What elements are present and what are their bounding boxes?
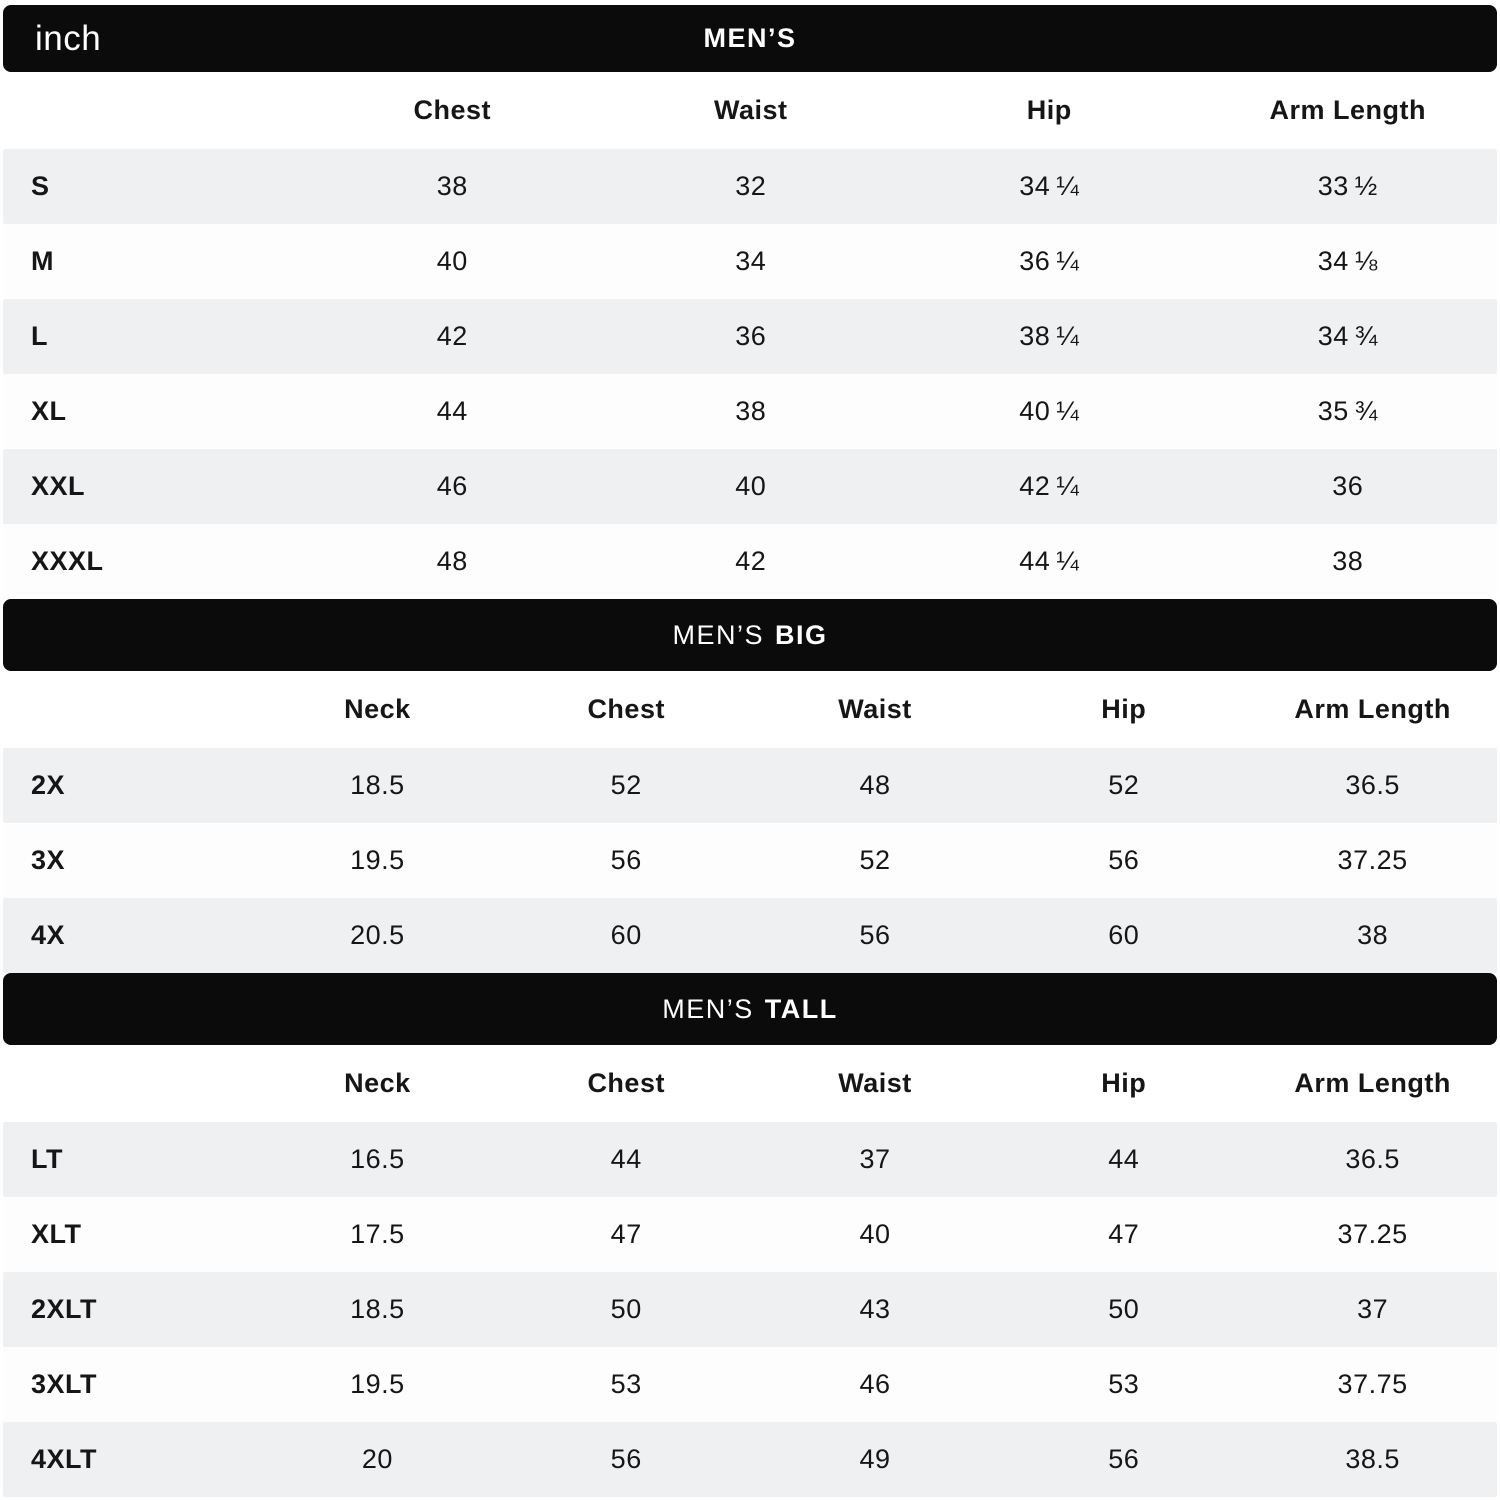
value-cell: 34 ⅛ xyxy=(1317,246,1378,276)
value-cell: 36.5 xyxy=(1345,770,1400,800)
value-cell: 60 xyxy=(610,920,642,950)
value-cell: 37.25 xyxy=(1337,1219,1408,1249)
column-header: Arm Length xyxy=(1269,95,1426,125)
value-cell: 44 ¼ xyxy=(1019,546,1080,576)
value-cell: 56 xyxy=(610,1444,642,1474)
column-header-row xyxy=(3,72,1497,149)
column-header: Arm Length xyxy=(1294,694,1451,724)
column-header: Neck xyxy=(344,1068,411,1098)
column-header: Chest xyxy=(587,694,665,724)
value-cell: 34 xyxy=(735,246,767,276)
value-cell: 46 xyxy=(436,471,468,501)
table-row xyxy=(3,524,1497,599)
value-cell: 20 xyxy=(361,1444,393,1474)
size-label: XXL xyxy=(31,471,86,501)
section-title-bold: BIG xyxy=(775,619,828,650)
column-header: Chest xyxy=(587,1068,665,1098)
value-cell: 48 xyxy=(436,546,468,576)
value-cell: 40 xyxy=(859,1219,891,1249)
value-cell: 56 xyxy=(1108,845,1140,875)
value-cell: 20.5 xyxy=(350,920,405,950)
value-cell: 38 xyxy=(1357,920,1389,950)
value-cell: 40 ¼ xyxy=(1019,396,1080,426)
size-label: 4X xyxy=(31,920,66,950)
value-cell: 56 xyxy=(1108,1444,1140,1474)
value-cell: 47 xyxy=(1108,1219,1140,1249)
column-header: Waist xyxy=(838,1068,912,1098)
table-row xyxy=(3,1422,1497,1497)
value-cell: 49 xyxy=(859,1444,891,1474)
value-cell: 37.75 xyxy=(1337,1369,1408,1399)
value-cell: 42 xyxy=(436,321,468,351)
column-header: Hip xyxy=(1101,694,1147,724)
column-header: Waist xyxy=(838,694,912,724)
value-cell: 35 ¾ xyxy=(1317,396,1378,426)
value-cell: 38.5 xyxy=(1345,1444,1400,1474)
value-cell: 40 xyxy=(436,246,468,276)
table-row xyxy=(3,1122,1497,1197)
column-header: Waist xyxy=(713,95,788,125)
size-label: 4XLT xyxy=(31,1444,98,1474)
section-title-bar-mens-big xyxy=(3,599,1497,671)
value-cell: 44 xyxy=(436,396,468,426)
value-cell: 33 ½ xyxy=(1317,171,1378,201)
value-cell: 48 xyxy=(859,770,891,800)
value-cell: 19.5 xyxy=(350,1369,405,1399)
value-cell: 36 xyxy=(735,321,767,351)
value-cell: 43 xyxy=(859,1294,891,1324)
value-cell: 50 xyxy=(610,1294,642,1324)
value-cell: 44 xyxy=(1108,1144,1140,1174)
table-row xyxy=(3,823,1497,898)
column-header: Arm Length xyxy=(1294,1068,1451,1098)
section-title-bar-mens-tall xyxy=(3,973,1497,1045)
value-cell: 37 xyxy=(859,1144,891,1174)
value-cell: 36 xyxy=(1332,471,1364,501)
size-label: 3X xyxy=(31,845,66,875)
table-row xyxy=(3,299,1497,374)
value-cell: 16.5 xyxy=(350,1144,405,1174)
value-cell: 60 xyxy=(1108,920,1140,950)
section-title-regular: MEN’S xyxy=(672,619,764,650)
section-title-bar-mens xyxy=(3,5,1497,72)
column-header: Chest xyxy=(413,95,491,125)
value-cell: 38 xyxy=(1332,546,1364,576)
value-cell: 17.5 xyxy=(350,1219,405,1249)
table-row xyxy=(3,149,1497,224)
value-cell: 34 ¾ xyxy=(1317,321,1378,351)
size-label: L xyxy=(31,321,48,351)
value-cell: 46 xyxy=(859,1369,891,1399)
value-cell: 56 xyxy=(859,920,891,950)
value-cell: 56 xyxy=(610,845,642,875)
value-cell: 47 xyxy=(610,1219,642,1249)
value-cell: 42 ¼ xyxy=(1019,471,1080,501)
value-cell: 52 xyxy=(610,770,642,800)
column-header-row xyxy=(3,1045,1497,1122)
table-row xyxy=(3,1272,1497,1347)
value-cell: 32 xyxy=(735,171,767,201)
unit-label: inch xyxy=(35,18,102,58)
size-label: XL xyxy=(31,396,67,426)
size-label: 3XLT xyxy=(31,1369,98,1399)
section-title xyxy=(662,994,838,1025)
value-cell: 42 xyxy=(735,546,767,576)
section-title-regular: MEN’S xyxy=(662,993,754,1024)
value-cell: 38 xyxy=(735,396,767,426)
value-cell: 38 xyxy=(436,171,468,201)
value-cell: 52 xyxy=(1108,770,1140,800)
size-label: S xyxy=(31,171,50,201)
value-cell: 18.5 xyxy=(350,1294,405,1324)
column-header-row xyxy=(3,671,1497,748)
section-title xyxy=(672,620,827,651)
value-cell: 37.25 xyxy=(1337,845,1408,875)
size-label: LT xyxy=(31,1144,63,1174)
value-cell: 36 ¼ xyxy=(1019,246,1080,276)
value-cell: 18.5 xyxy=(350,770,405,800)
value-cell: 53 xyxy=(1108,1369,1140,1399)
value-cell: 38 ¼ xyxy=(1019,321,1080,351)
value-cell: 50 xyxy=(1108,1294,1140,1324)
table-row xyxy=(3,374,1497,449)
size-label: 2X xyxy=(31,770,66,800)
value-cell: 19.5 xyxy=(350,845,405,875)
column-header: Hip xyxy=(1026,95,1072,125)
size-label: XLT xyxy=(31,1219,82,1249)
value-cell: 44 xyxy=(610,1144,642,1174)
column-header: Neck xyxy=(344,694,411,724)
size-label: XXXL xyxy=(31,546,104,576)
table-row xyxy=(3,898,1497,973)
value-cell: 53 xyxy=(610,1369,642,1399)
section-title-bold: TALL xyxy=(764,993,838,1024)
table-row xyxy=(3,1197,1497,1272)
table-row xyxy=(3,449,1497,524)
section-title xyxy=(703,23,796,54)
table-row xyxy=(3,1347,1497,1422)
size-label: M xyxy=(31,246,54,276)
value-cell: 37 xyxy=(1357,1294,1389,1324)
size-label: 2XLT xyxy=(31,1294,98,1324)
table-row xyxy=(3,224,1497,299)
value-cell: 40 xyxy=(735,471,767,501)
value-cell: 52 xyxy=(859,845,891,875)
value-cell: 34 ¼ xyxy=(1019,171,1080,201)
value-cell: 36.5 xyxy=(1345,1144,1400,1174)
table-row xyxy=(3,748,1497,823)
column-header: Hip xyxy=(1101,1068,1147,1098)
section-title-bold: MEN’S xyxy=(703,23,797,53)
